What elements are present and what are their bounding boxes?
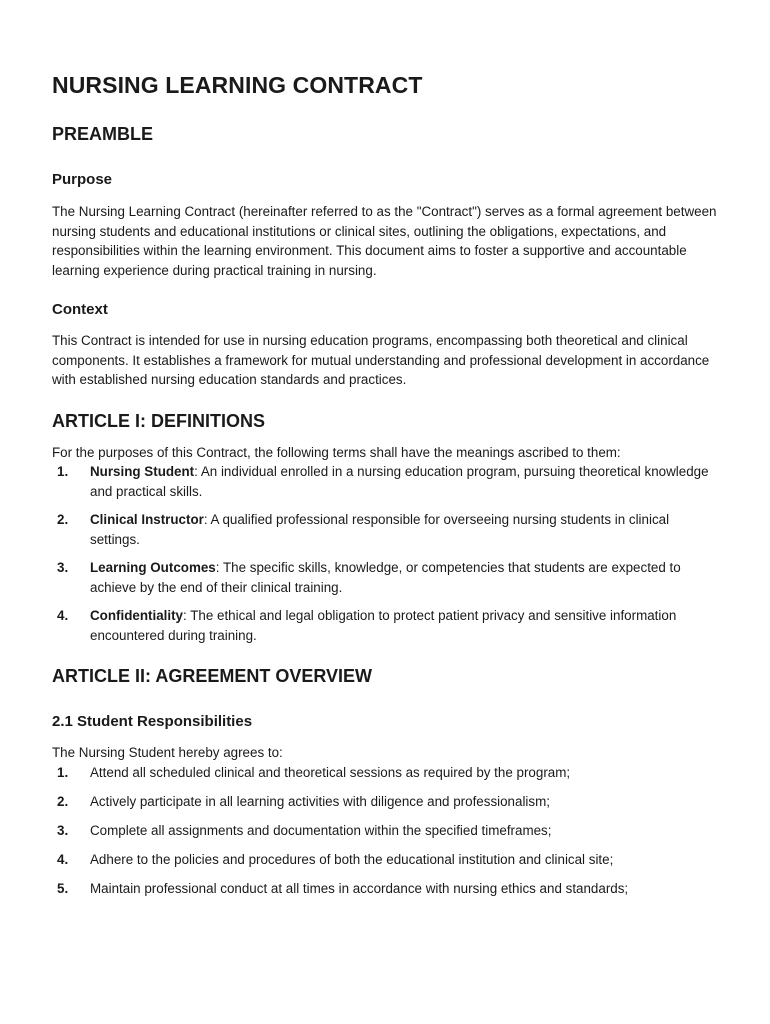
definition-item (52, 462, 718, 501)
definitions-list (52, 462, 718, 645)
responsibility-text: Adhere to the policies and procedures of both the educational institution and clinical site; (90, 851, 614, 867)
definition-term: Learning Outcomes (90, 560, 216, 575)
list-number: 1. (57, 464, 69, 479)
definition-text: : An individual enrolled in a nursing education program, pursuing theoretical knowledge and practical skills. (90, 464, 709, 499)
context-paragraph: This Contract is intended for use in nursing education programs, encompassing both theoretical and clinical components. It establishes a framework for mutual understanding and professional development in accordance with established nursing education standards and practices. (52, 333, 710, 387)
responsibility-item (52, 879, 718, 899)
definition-text: : A qualified professional responsible for overseeing nursing students in clinical settings. (90, 512, 670, 547)
responsibility-text: Complete all assignments and documentation within the specified timeframes; (90, 822, 552, 838)
preamble-heading: PREAMBLE (52, 124, 154, 144)
definition-text: : The specific skills, knowledge, or competencies that students are expected to achieve by the end of their clinical training. (90, 560, 681, 595)
list-number: 2. (57, 793, 69, 809)
list-number: 3. (57, 560, 69, 575)
responsibility-item (52, 850, 718, 870)
responsibility-text: Actively participate in all learning activities with diligence and professionalism; (90, 793, 550, 809)
list-number: 1. (57, 764, 69, 780)
definition-text: : The ethical and legal obligation to protect patient privacy and sensitive information encountered during training. (90, 608, 677, 643)
section-2-1-heading: 2.1 Student Responsibilities (52, 713, 253, 730)
definition-item (52, 606, 718, 645)
document-title: NURSING LEARNING CONTRACT (52, 72, 423, 98)
article-1-heading: ARTICLE I: DEFINITIONS (52, 410, 265, 431)
purpose-paragraph: The Nursing Learning Contract (hereinafter referred to as the "Contract") serves as a formal agreement between nursing students and educational institutions or clinical sites, outlining the obligations, expectations, and responsibilities within the learning environment. This document aims to foster a supportive and accountable learning experience during practical training in nursing. (52, 204, 717, 278)
definition-term: Confidentiality (90, 608, 183, 623)
responsibility-text: Maintain professional conduct at all times in accordance with nursing ethics and standards; (90, 880, 629, 896)
responsibilities-list (52, 763, 718, 899)
list-number: 4. (57, 851, 69, 867)
definition-term: Nursing Student (90, 464, 195, 479)
definition-item (52, 510, 718, 549)
context-heading: Context (52, 301, 108, 318)
responsibility-item (52, 792, 718, 812)
list-number: 5. (57, 880, 69, 896)
definition-term: Clinical Instructor (90, 512, 204, 527)
list-number: 2. (57, 512, 69, 527)
list-number: 4. (57, 608, 69, 623)
article-2-heading: ARTICLE II: AGREEMENT OVERVIEW (52, 666, 373, 686)
purpose-heading: Purpose (52, 171, 113, 188)
definitions-intro: For the purposes of this Contract, the following terms shall have the meanings ascribed to them: (52, 444, 621, 460)
definition-item (52, 558, 718, 597)
responsibilities-intro: The Nursing Student hereby agrees to: (52, 745, 283, 760)
list-number: 3. (57, 822, 69, 838)
responsibility-item (52, 821, 718, 841)
responsibility-text: Attend all scheduled clinical and theoretical sessions as required by the program; (90, 764, 571, 780)
responsibility-item (52, 763, 718, 783)
